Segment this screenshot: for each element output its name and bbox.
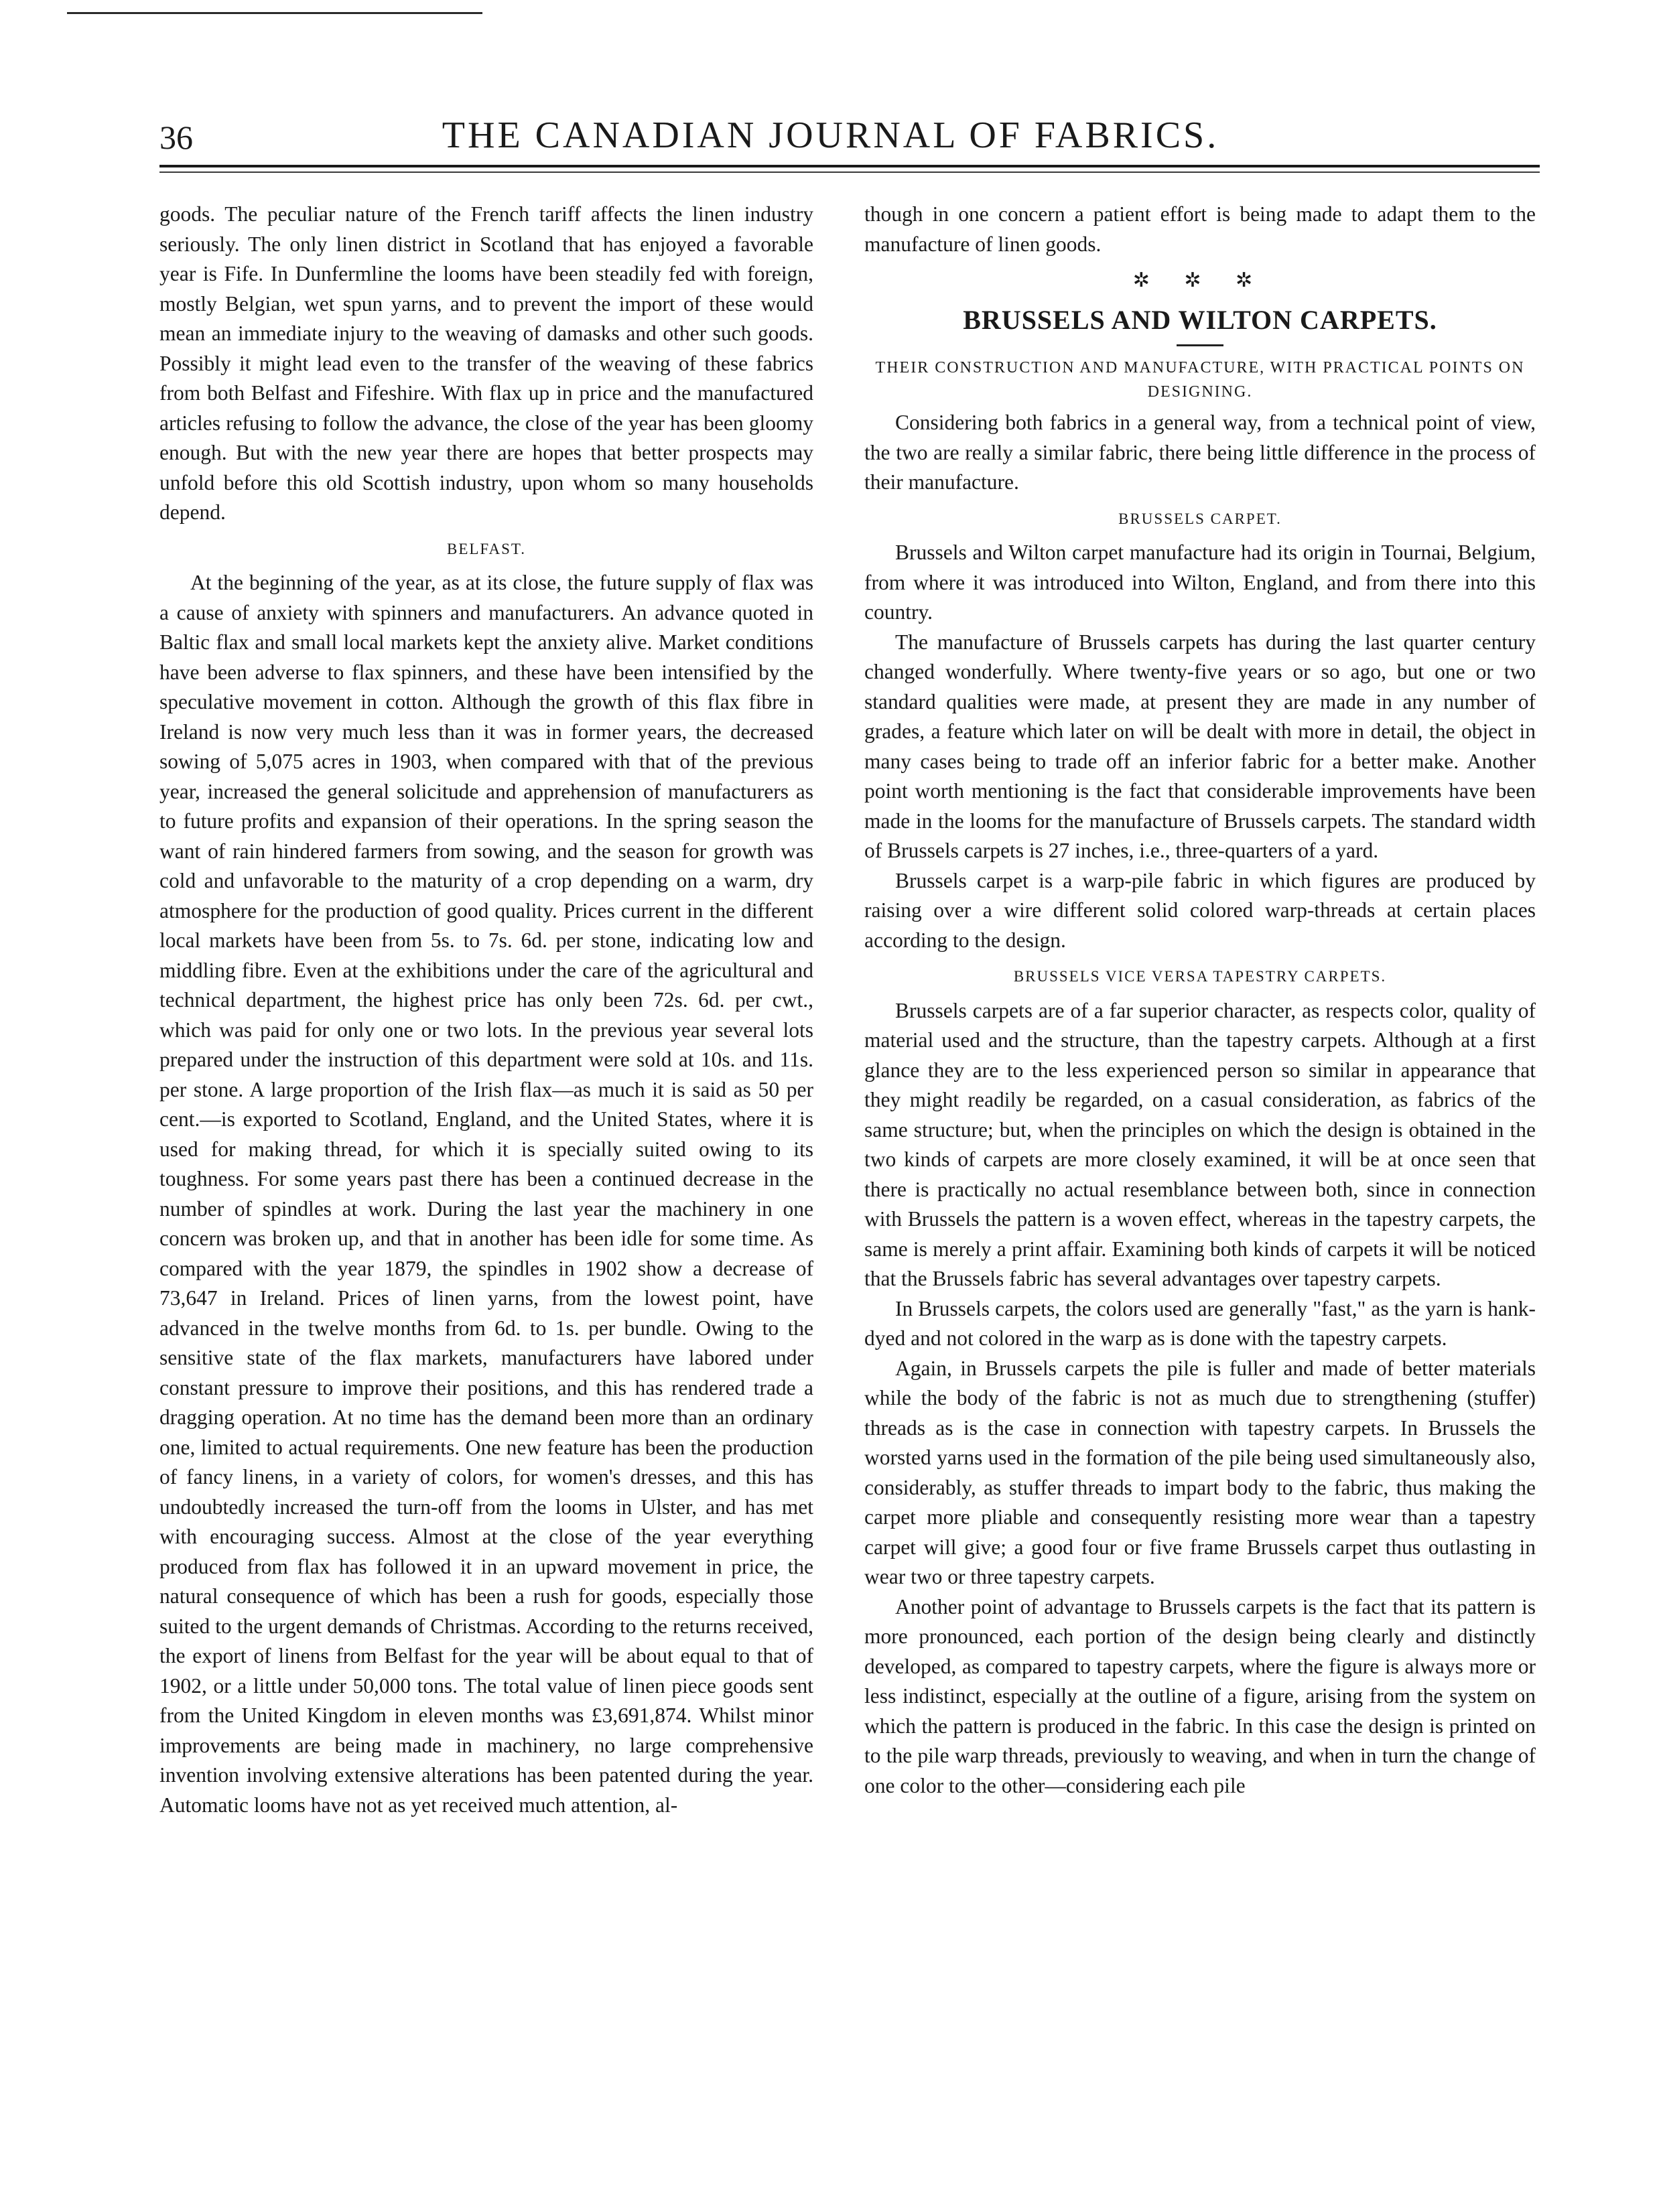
paragraph-considering: Considering both fabrics in a general way, from a technical point of view, the two are really a similar fabric, there being little difference in the process of their manufacture.: [864, 411, 1536, 494]
paragraph-french-tariff: goods. The peculiar nature of the French tariff affects the linen industry seriously. The only linen district in Scotland that has enjoyed a favorable year is Fife. In Dunfermline the looms have been steadily fed with foreign, mostly Belgian, wet spun yarns, and to prevent the import of these would mean an immediate injury to the weaving of damasks and other such goods. Possibly it might lead even to the transfer of the weaving of these fabrics from both Belfast and Fifeshire. With flax up in price and the manufactured articles refusing to follow the advance, the close of the year has been gloomy enough. But with the new year there are hopes that better prospects may unfold before this old Scottish industry, upon whom so many households depend.: [159, 202, 813, 524]
paragraph-manufacture-change: The manufacture of Brussels carpets has during the last quarter century changed wonderfully. Where twenty-five years or so ago, but one or two standard qualities were made, at present they are made in any number of grades, a feature which later on will be dealt with more in detail, the object in many cases being to trade off an inferior fabric for a better make. Another point worth mentioning is the fact that considerable improvements have been made in the looms for the manufacture of Brussels carpets. The standard width of Brussels carpets is 27 inches, i.e., three-quarters of a yard.: [864, 630, 1536, 862]
paragraph-superior-character: Brussels carpets are of a far superior character, as respects color, quality of material used and the structure, than the tapestry carpets. Although at a first glance they are to the less experienced person so similar in appearance that they might readily be regarded, on a casual consideration, as fabrics of the same structure; but, when the principles on which the design is obtained in the two kinds of carpets are more closely examined, it will be at once seen that there is practically no actual resemblance between both, since in connection with Brussels the pattern is a woven effect, whereas in the tapestry carpets, the same is merely a print affair. Examining both kinds of carpets it will be noticed that the Brussels fabric has several advantages over tapestry carpets.: [864, 998, 1536, 1290]
subhead-vice-versa: BRUSSELS VICE VERSA TAPESTRY CARPETS.: [1013, 968, 1387, 985]
paragraph-continuation: though in one concern a patient effort is being made to adapt them to the manufacture of linen goods.: [864, 202, 1536, 256]
subhead-brussels-carpet: BRUSSELS CARPET.: [1118, 510, 1282, 527]
paragraph-pattern-pronounced: Another point of advantage to Brussels carpets is the fact that its pattern is more pronounced, each portion of the design being clearly and distinctly developed, as compared to tapestry carpets, where the figure is always more or less indistinct, especially at the outline of a figure, arising from the system on which the pattern is produced in the fabric. In this case the design is printed on to the pile warp threads, previously to weaving, and when in turn the change of one color to the other—considering each pile: [864, 1594, 1536, 1797]
page-number: 36: [159, 119, 193, 156]
paragraph-fast-colors: In Brussels carpets, the colors used are generally "fast," as the yarn is hank-dyed and not colored in the warp as is done with the tapestry carpets.: [864, 1296, 1536, 1350]
header-rule-thin: [159, 171, 1540, 173]
running-header-title: THE CANADIAN JOURNAL OF FABRICS.: [442, 115, 1219, 156]
paragraph-warp-pile: Brussels carpet is a warp-pile fabric in which figures are produced by raising over a wire different solid colored warp-threads at certain places according to the design.: [864, 868, 1536, 952]
paragraph-belfast-flax: At the beginning of the year, as at its close, the future supply of flax was a cause of anxiety with spinners and manufacturers. An advance quoted in Baltic flax and small local markets kept the anxiety alive. Market conditions have been adverse to flax spinners, and these have been intensified by the speculative movement in cotton. Although the growth of this flax fibre in Ireland is now very much less than it was in former years, the decreased sowing of 5,075 acres in 1903, when compared with that of the previous year, increased the general solicitude and apprehension of manufacturers as to future profits and expansion of their operations. In the spring season the want of rain hindered farmers from sowing, and the season for growth was cold and unfavorable to the maturity of a crop depending on a warm, dry atmosphere for the production of good quality. Prices current in the different local markets have been from 5s. to 7s. 6d. per stone, indicating low and middling fibre. Even at the exhibitions under the care of the agricultural and technical department, the highest price has only been 72s. 6d. per cwt., which was paid for only one or two lots. In the previous year several lots prepared under the instruction of this department were sold at 10s. and 11s. per stone. A large proportion of the Irish flax—as much it is said as 50 per cent.—is exported to Scotland, England, and the United States, where it is used for making thread, for which it is specially suited owing to its toughness. For some years past there has been a continued decrease in the number of spindles at work. During the last year the machinery in one concern was broken up, and that in another has been idle for some time. As compared with the year 1879, the spindles in 1902 show a decrease of 73,647 in Ireland. Prices of linen yarns, from the lowest point, have advanced in the twelve months from 6d. to 1s. per bundle. Owing to the sensitive state of the flax markets, manufacturers have labored under constant pressure to improve their positions, and this has rendered trade a dragging operation. At no time has the demand been more than an ordinary one, limited to actual requirements. One new feature has been the production of fancy linens, in a variety of colors, for women's dresses, and this has undoubtedly increased the turn-off from the looms in Ulster, and has met with encouraging success. Almost at the close of the year everything produced from flax has followed it in an upward movement in price, the natural consequence of which has been a rush for goods, especially those suited to the urgent demands of Christmas. According to the returns received, the export of linens from Belfast for the year will be about equal to that of 1902, or a little under 50,000 tons. The total value of linen piece goods sent from the United Kingdom in eleven months was £3,691,874. Whilst minor improvements are being made in machinery, no large comprehensive invention involving extensive alterations has been patented during the year. Automatic looms have not as yet received much attention, al-: [159, 571, 813, 1817]
article-title: BRUSSELS AND WILTON CARPETS.: [963, 304, 1437, 335]
subhead-belfast: BELFAST.: [446, 540, 527, 557]
section-ornament: ✲ ✲ ✲: [1132, 269, 1268, 291]
article-deck: THEIR CONSTRUCTION AND MANUFACTURE, WITH PRACTICAL POINTS ON DESIGNING.: [875, 359, 1525, 401]
header-rule-thick: [159, 165, 1540, 167]
title-rule: [1177, 344, 1223, 346]
right-column: [864, 200, 1536, 1801]
left-column: [159, 200, 813, 1820]
top-edge-rule: [67, 12, 482, 14]
paragraph-pile-fuller: Again, in Brussels carpets the pile is fuller and made of better materials while the body of the fabric is not as much due to strengthening (stuffer) threads as is the case in connection with tapestry carpets. In Brussels the worsted yarns used in the formation of the pile being used simultaneously also, considerably, as stuffer threads to impart body to the fabric, thus making the carpet more pliable and consequently resisting more wear than a tapestry carpet will give; a good four or five frame Brussels carpet thus outlasting in wear two or three tapestry carpets.: [864, 1356, 1536, 1588]
paragraph-origin: Brussels and Wilton carpet manufacture had its origin in Tournai, Belgium, from where it was introduced into Wilton, England, and from there into this country.: [864, 541, 1536, 624]
